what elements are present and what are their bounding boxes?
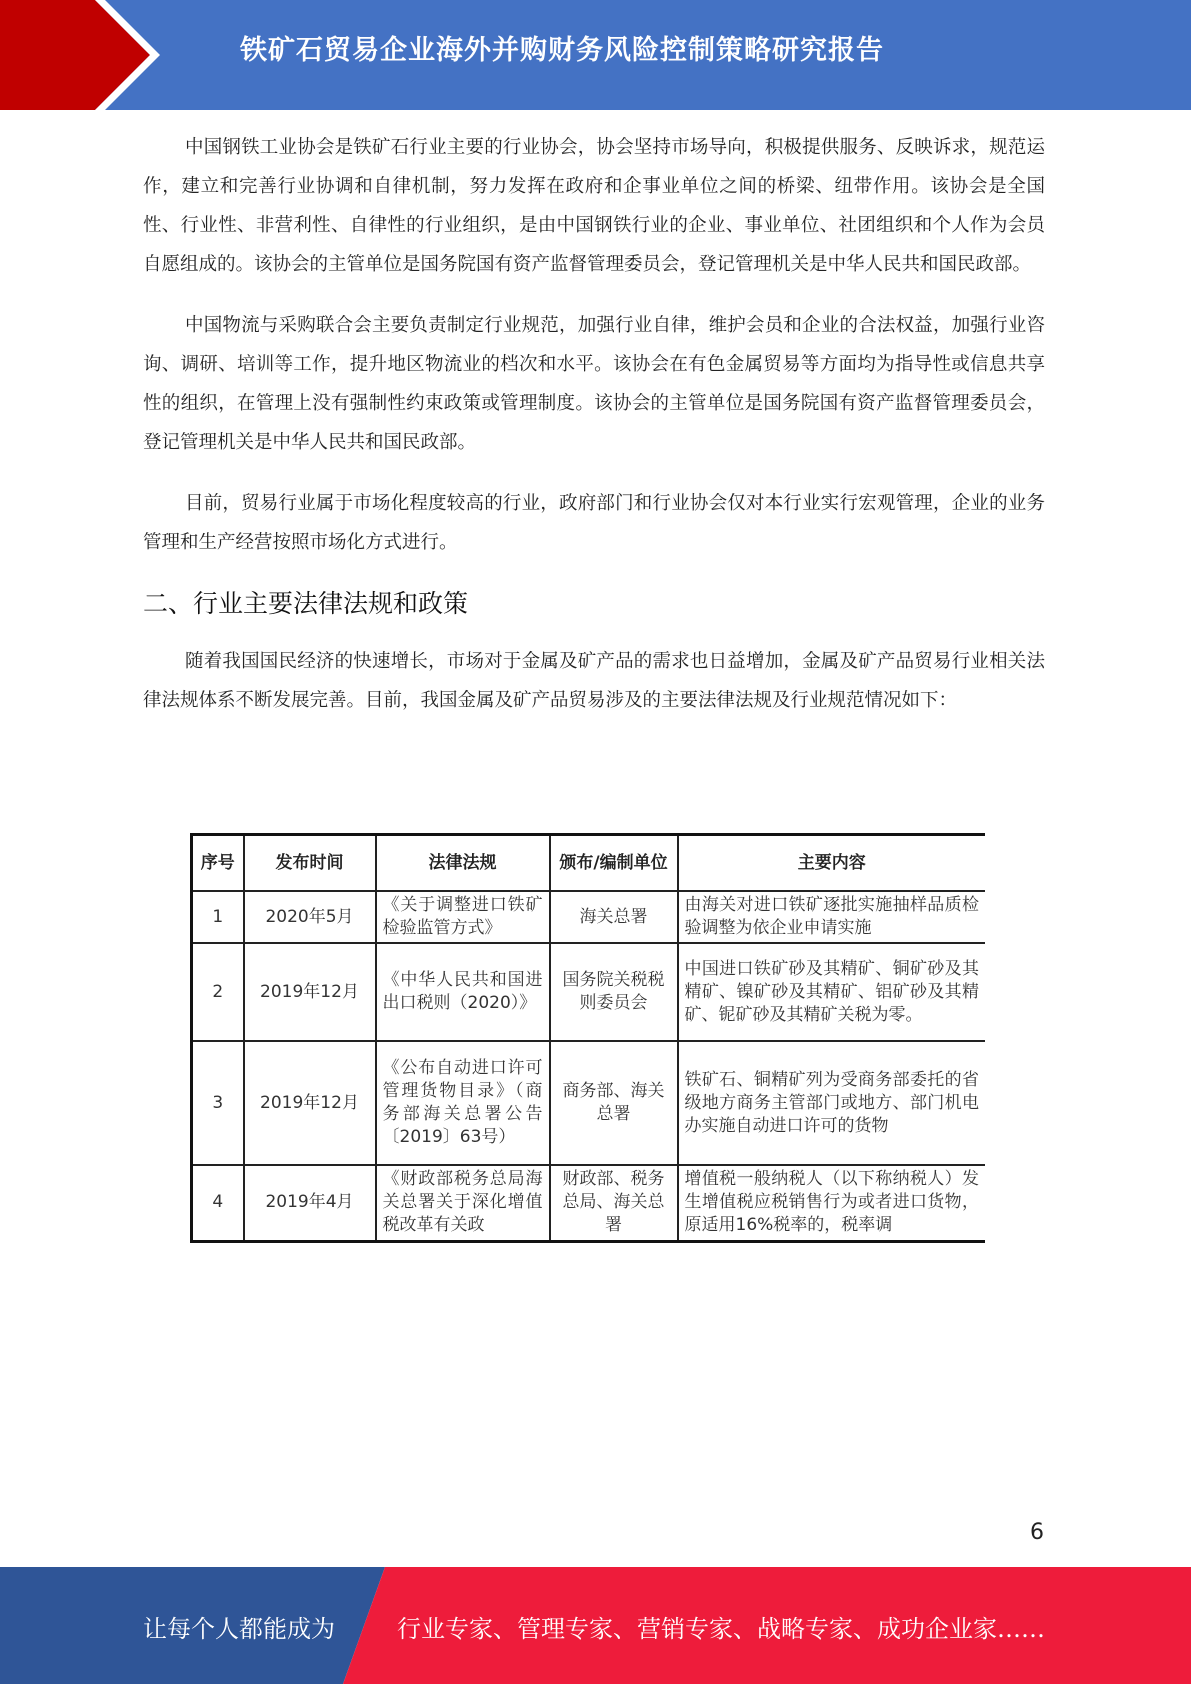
cell-index: 3 [192, 1041, 244, 1165]
page-footer [0, 1567, 1191, 1684]
cell-law: 《财政部税务总局海关总署关于深化增值税改革有关政 [376, 1165, 550, 1241]
main-content [143, 128, 1045, 742]
report-title: 铁矿石贸易企业海外并购财务风险控制策略研究报告 [240, 35, 884, 66]
laws-table-image [190, 833, 985, 1243]
cell-content: 增值税一般纳税人（以下称纳税人）发生增值税应税销售行为或者进口货物，原适用16%税率的，税率调 [678, 1165, 986, 1241]
cell-issuer: 商务部、海关总署 [550, 1041, 678, 1165]
cell-law: 《公布自动进口许可管理货物目录》（商务部海关总署公告〔2019〕63号） [376, 1041, 550, 1165]
header-content: 主要内容 [678, 835, 986, 892]
cell-issuer: 国务院关税税则委员会 [550, 943, 678, 1041]
cell-date: 2019年12月 [244, 943, 376, 1041]
page-header [0, 0, 1191, 110]
table-row [192, 891, 986, 943]
section-heading: 二、行业主要法律法规和政策 [143, 589, 469, 618]
laws-table [190, 833, 985, 1243]
cell-content: 铁矿石、铜精矿列为受商务部委托的省级地方商务主管部门或地方、部门机电办实施自动进口许可的货物 [678, 1041, 986, 1165]
header-index: 序号 [192, 835, 244, 892]
paragraph-laws-intro: 随着我国国民经济的快速增长，市场对于金属及矿产品的需求也日益增加，金属及矿产品贸易行业相关法律法规体系不断发展完善。目前，我国金属及矿产品贸易涉及的主要法律法规及行业规范情况如下： [143, 651, 1045, 711]
cell-index: 4 [192, 1165, 244, 1241]
cell-content: 由海关对进口铁矿逐批实施抽样品质检验调整为依企业申请实施 [678, 891, 986, 943]
cell-index: 2 [192, 943, 244, 1041]
footer-slogan-right: 行业专家、管理专家、营销专家、战略专家、成功企业家…… [397, 1615, 1045, 1643]
paragraph-logistics-federation: 中国物流与采购联合会主要负责制定行业规范，加强行业自律，维护会员和企业的合法权益，加强行业咨询、调研、培训等工作，提升地区物流业的档次和水平。该协会在有色金属贸易等方面均为指导性或信息共享性的组织，在管理上没有强制性约束政策或管理制度。该协会的主管单位是国务院国有资产监督管理委员会，登记管理机关是中华人民共和国民政部。 [143, 315, 1045, 453]
cell-law: 《关于调整进口铁矿检验监管方式》 [376, 891, 550, 943]
cell-content: 中国进口铁矿砂及其精矿、铜矿砂及其精矿、镍矿砂及其精矿、铝矿砂及其精矿、铌矿砂及其精矿关税为零。 [678, 943, 986, 1041]
table-row [192, 1165, 986, 1241]
cell-date: 2019年12月 [244, 1041, 376, 1165]
table-row [192, 1041, 986, 1165]
header-date: 发布时间 [244, 835, 376, 892]
page-number: 6 [1030, 1520, 1044, 1545]
header-issuer: 颁布/编制单位 [550, 835, 678, 892]
table-row [192, 943, 986, 1041]
cell-date: 2020年5月 [244, 891, 376, 943]
paragraph-steel-association: 中国钢铁工业协会是铁矿石行业主要的行业协会，协会坚持市场导向，积极提供服务、反映诉求，规范运作，建立和完善行业协调和自律机制，努力发挥在政府和企事业单位之间的桥梁、纽带作用。该协会是全国性、行业性、非营利性、自律性的行业组织，是由中国钢铁行业的企业、事业单位、社团组织和个人作为会员自愿组成的。该协会的主管单位是国务院国有资产监督管理委员会，登记管理机关是中华人民共和国民政部。 [143, 137, 1045, 275]
cell-date: 2019年4月 [244, 1165, 376, 1241]
cell-law: 《中华人民共和国进出口税则（2020）》 [376, 943, 550, 1041]
cell-issuer: 财政部、税务总局、海关总署 [550, 1165, 678, 1241]
table-header-row [192, 835, 986, 892]
paragraph-trade-industry: 目前，贸易行业属于市场化程度较高的行业，政府部门和行业协会仅对本行业实行宏观管理，企业的业务管理和生产经营按照市场化方式进行。 [143, 493, 1045, 553]
cell-index: 1 [192, 891, 244, 943]
cell-issuer: 海关总署 [550, 891, 678, 943]
header-law: 法律法规 [376, 835, 550, 892]
footer-slogan-left: 让每个人都能成为 [143, 1615, 335, 1643]
